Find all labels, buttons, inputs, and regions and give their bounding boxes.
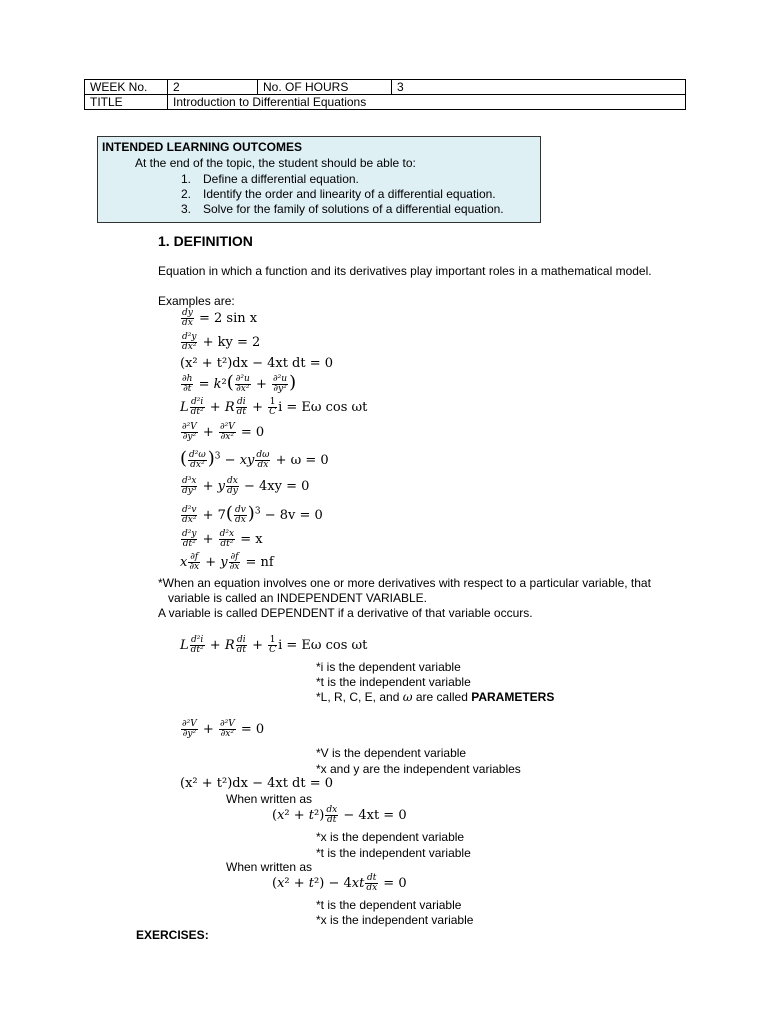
equation-8: $\frac{\text{d³x}}{\text{dy³}}$ + y $\frac{dx}{dy}$ − 4xy = 0 <box>182 476 310 496</box>
example-3b-independent: *x is the independent variable <box>316 913 474 927</box>
title-label: TITLE <box>85 95 168 110</box>
example-equation-2: $\frac{\text{∂²V}}{\text{∂y²}}$ + $\frac{\text{∂²V}}{\text{∂x²}}$ = 0 <box>182 719 265 739</box>
equation-6: $\frac{\text{∂²V}}{\text{∂y²}}$ + $\frac{\text{∂²V}}{\text{∂x²}}$ = 0 <box>182 422 265 442</box>
learning-outcomes-box <box>97 136 541 223</box>
example-1-independent: *t is the independent variable <box>316 675 471 689</box>
title-value: Introduction to Differential Equations <box>168 95 686 110</box>
equation-4: $\frac{\partial h}{\partial t}$ = k²( $\frac{\text{∂²u}}{\text{∂x²}}$ + $\frac{\text{∂²u}}{\text{∂y²}}$ ) <box>182 372 297 394</box>
week-label: WEEK No. <box>85 80 168 95</box>
equation-2: $\frac{\text{d²y}}{\text{dx²}}$ + ky = 2 <box>182 332 261 352</box>
example-3a-dependent: *x is the dependent variable <box>316 830 465 844</box>
week-value: 2 <box>168 80 258 95</box>
note-independent-line-1: *When an equation involves one or more derivatives with respect to a particular variable, that <box>158 576 651 590</box>
equation-5: L $\frac{\text{d²i}}{\text{dt²}}$ + R $\frac{di}{dt}$ + $\frac{1}{C}$ i = Eω cos ωt <box>180 397 368 417</box>
example-3a-independent: *t is the independent variable <box>316 846 471 860</box>
learning-outcome-item: 3. Solve for the family of solutions of a differential equation. <box>181 202 504 216</box>
example-3b-dependent: *t is the dependent variable <box>316 898 462 912</box>
exercises-heading: EXERCISES: <box>136 928 209 942</box>
example-2-dependent: *V is the dependent variable <box>316 746 467 760</box>
equation-9: $\frac{\text{d²v}}{\text{dx²}}$ + 7( $\frac{dv}{dx}$ )$^3$ − 8v = 0 <box>182 503 323 525</box>
equation-1: $\frac{dy}{dx}$ = 2 sin x <box>182 308 258 328</box>
hours-label: No. OF HOURS <box>258 80 392 95</box>
when-written-as-2: When written as <box>226 860 313 874</box>
examples-label: Examples are: <box>158 294 235 308</box>
example-2-independent: *x and y are the independent variables <box>316 762 521 776</box>
equation-7: ( $\frac{\text{d²ω}}{\text{dx²}}$ )$^3$ − xy $\frac{d\omega}{dx}$ + ω = 0 <box>180 448 329 470</box>
note-independent-line-2: variable is called an INDEPENDENT VARIABLE. <box>168 591 427 605</box>
section-heading: 1. DEFINITION <box>158 233 253 249</box>
equation-11: x $\frac{\partial f}{\partial x}$ + y $\frac{\partial f}{\partial x}$ = nf <box>180 552 274 572</box>
learning-outcomes-intro: At the end of the topic, the student should be able to: <box>135 156 416 170</box>
example-equation-3a: (x² + t²) $\frac{dx}{dt}$ − 4xt = 0 <box>272 805 407 825</box>
learning-outcome-item: 2. Identify the order and linearity of a differential equation. <box>181 187 496 201</box>
learning-outcomes-title: INTENDED LEARNING OUTCOMES <box>102 140 303 154</box>
example-equation-1: L $\frac{\text{d²i}}{\text{dt²}}$ + R $\frac{di}{dt}$ + $\frac{1}{C}$ i = Eω cos ωt <box>180 635 368 655</box>
learning-outcome-item: 1. Define a differential equation. <box>181 172 359 186</box>
when-written-as-1: When written as <box>226 792 313 806</box>
definition-text: Equation in which a function and its derivatives play important roles in a mathematical model. <box>158 264 652 278</box>
note-dependent: A variable is called DEPENDENT if a derivative of that variable occurs. <box>158 606 533 620</box>
header-table <box>84 79 686 110</box>
equation-3: (x² + t²)dx − 4xt dt = 0 <box>180 356 334 371</box>
example-1-dependent: *i is the dependent variable <box>316 660 461 674</box>
example-equation-3b: (x² + t²) − 4xt $\frac{dt}{dx}$ = 0 <box>272 873 407 893</box>
hours-value: 3 <box>392 80 686 95</box>
equation-10: $\frac{\text{d²y}}{\text{dt²}}$ + $\frac{\text{d²x}}{\text{dt²}}$ = x <box>182 529 263 549</box>
example-1-parameters: *L, R, C, E, and ω are called PARAMETERS <box>316 690 555 704</box>
example-equation-3: (x² + t²)dx − 4xt dt = 0 <box>180 776 334 791</box>
